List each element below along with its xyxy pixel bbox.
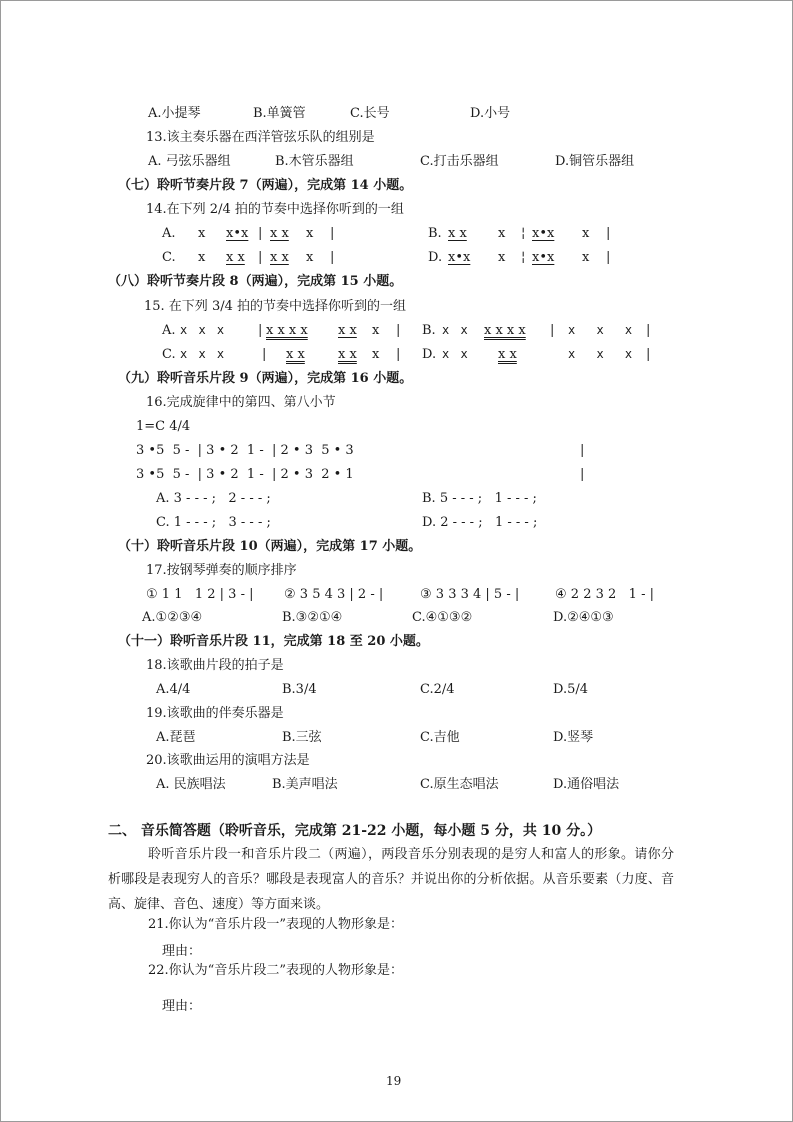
- q17-melody-4: ④ 2 2 3 2 1 - |: [555, 587, 654, 602]
- q20-option-d: D.通俗唱法: [553, 777, 620, 792]
- q15-stem: 15. 在下列 3/4 拍的节奏中选择你听到的一组: [144, 299, 406, 314]
- part10-title: （十）聆听音乐片段 10（两遍），完成第 17 小题。: [118, 539, 422, 554]
- q15-d-tail: x x x: [568, 347, 633, 361]
- q12-option-b: B.单簧管: [253, 106, 306, 121]
- q17-option-c: C.④①③②: [412, 610, 473, 625]
- q15-a-eighths: x x: [338, 323, 357, 338]
- section2-title: 二、 音乐简答题（聆听音乐，完成第 21-22 小题，每小题 5 分，共 10 分。）: [108, 823, 602, 839]
- q15-c-quarter: x: [372, 347, 380, 362]
- q16-stem: 16.完成旋律中的第四、第八小节: [146, 395, 336, 410]
- q14-b-note3: x•x: [532, 226, 555, 241]
- q15-b-label: B.: [422, 323, 436, 338]
- q14-c-note2: x x: [226, 250, 245, 265]
- q15-c-bar2: |: [396, 347, 401, 362]
- q17-melody-1: ① 1 1 1 2 | 3 - |: [146, 587, 254, 602]
- q15-b-beats: x x: [442, 323, 468, 337]
- q16-row2-end-bar: |: [580, 467, 585, 482]
- q12-option-d: D.小号: [470, 106, 511, 121]
- q16-option-d: D. 2 - - - ; 1 - - - ;: [422, 515, 538, 530]
- q15-c-eighths2: x x: [338, 347, 357, 362]
- q19-option-b: B.三弦: [282, 730, 322, 745]
- q20-option-c: C.原生态唱法: [420, 777, 499, 792]
- q15-a-label: A.: [162, 323, 176, 338]
- q15-a-bar1: |: [258, 323, 263, 338]
- q15-c-label: C.: [162, 347, 176, 362]
- q14-c-label: C.: [162, 250, 176, 265]
- q14-c-note4: x: [306, 250, 314, 265]
- q14-c-note3: x x: [270, 250, 289, 265]
- q14-a-note2: x•x: [226, 226, 249, 241]
- part7-title: （七）聆听节奏片段 7（两遍），完成第 14 小题。: [118, 178, 413, 193]
- q15-a-sixteenths: x x x x: [266, 323, 308, 338]
- q14-stem: 14.在下列 2/4 拍的节奏中选择你听到的一组: [146, 202, 404, 217]
- q13-option-a: A. 弓弦乐器组: [148, 154, 231, 169]
- q15-c-eighths1: x x: [286, 347, 305, 362]
- q19-option-a: A.琵琶: [156, 730, 196, 745]
- q16-option-c: C. 1 - - - ; 3 - - - ;: [156, 515, 271, 530]
- q13-option-c: C.打击乐器组: [420, 154, 499, 169]
- q15-d-bar2: |: [646, 347, 651, 362]
- q14-d-label: D.: [428, 250, 443, 265]
- q14-b-label: B.: [428, 226, 442, 241]
- q14-c-bar2: |: [330, 250, 335, 265]
- q14-d-bar1: ¦: [521, 250, 526, 265]
- q14-c-note1: x: [198, 250, 206, 265]
- page-number: 19: [386, 1074, 402, 1088]
- q14-b-bar2: |: [606, 226, 611, 241]
- q13-stem: 13.该主奏乐器在西洋管弦乐队的组别是: [146, 130, 375, 145]
- q18-option-a: A.4/4: [156, 682, 191, 697]
- q18-option-b: B.3/4: [282, 682, 317, 697]
- q15-b-bar2: |: [646, 323, 651, 338]
- q18-option-d: D.5/4: [553, 682, 589, 697]
- q17-melody-2: ② 3 5 4 3 | 2 - |: [284, 587, 384, 602]
- q16-row1-end-bar: |: [580, 443, 585, 458]
- q20-stem: 20.该歌曲运用的演唱方法是: [146, 753, 310, 768]
- q14-b-note1: x x: [448, 226, 467, 241]
- section2-intro: 聆听音乐片段一和音乐片段二（两遍），两段音乐分别表现的是穷人和富人的形象。请你分析哪段是表现穷人的音乐？哪段是表现富人的音乐？并说出你的分析依据。从音乐要素（力度、音高、旋律、音色、速度）等方面来谈。: [108, 847, 674, 912]
- q14-a-note1: x: [198, 226, 206, 241]
- q14-a-note4: x: [306, 226, 314, 241]
- q15-b-sixteenths: x x x x: [484, 323, 526, 338]
- part9-title: （九）聆听音乐片段 9（两遍），完成第 16 小题。: [118, 371, 413, 386]
- q16-key-signature: 1=C 4/4: [136, 419, 191, 434]
- q21-stem: 21.你认为“音乐片段一”表现的人物形象是：: [148, 917, 403, 932]
- q17-option-d: D.②④①③: [553, 610, 614, 625]
- q22-stem: 22.你认为“音乐片段二”表现的人物形象是：: [148, 963, 403, 978]
- q15-d-beats: x x: [442, 347, 468, 361]
- q12-option-a: A.小提琴: [148, 106, 201, 121]
- q17-melody-3: ③ 3 3 3 4 | 5 - |: [420, 587, 520, 602]
- q14-b-bar1: ¦: [521, 226, 526, 241]
- q15-d-label: D.: [422, 347, 437, 362]
- q17-stem: 17.按钢琴弹奏的顺序排序: [146, 563, 297, 578]
- q15-d-eighths: x x: [498, 347, 517, 362]
- q19-stem: 19.该歌曲的伴奏乐器是: [146, 706, 284, 721]
- q19-option-d: D.竖琴: [553, 730, 594, 745]
- q21-reason-label: 理由：: [162, 944, 202, 959]
- q14-d-note2: x: [498, 250, 506, 265]
- q13-option-d: D.铜管乐器组: [555, 154, 635, 169]
- q14-c-bar1: |: [258, 250, 263, 265]
- q16-melody-row1: 3 •5 5 - | 3 • 2 1 - | 2 • 3 5 • 3: [136, 443, 354, 458]
- q20-option-b: B.美声唱法: [272, 777, 338, 792]
- q14-a-bar2: |: [330, 226, 335, 241]
- q14-b-note4: x: [582, 226, 590, 241]
- q15-c-bar1: |: [262, 347, 267, 362]
- part8-title: （八）聆听节奏片段 8（两遍），完成第 15 小题。: [108, 274, 403, 289]
- q18-option-c: C.2/4: [420, 682, 455, 697]
- q16-option-b: B. 5 - - - ; 1 - - - ;: [422, 491, 537, 506]
- q14-d-note3: x•x: [532, 250, 555, 265]
- q15-b-bar1: |: [550, 323, 555, 338]
- q15-c-beats: x x x: [180, 347, 225, 361]
- q18-stem: 18.该歌曲片段的拍子是: [146, 658, 284, 673]
- q17-option-a: A.①②③④: [142, 610, 203, 625]
- q20-option-a: A. 民族唱法: [156, 777, 226, 792]
- part11-title: （十一）聆听音乐片段 11，完成第 18 至 20 小题。: [118, 634, 429, 649]
- q15-a-bar2: |: [396, 323, 401, 338]
- q14-a-note3: x x: [270, 226, 289, 241]
- q14-d-bar2: |: [606, 250, 611, 265]
- q16-melody-row2: 3 •5 5 - | 3 • 2 1 - | 2 • 3 2 • 1: [136, 467, 354, 482]
- q14-a-bar1: |: [258, 226, 263, 241]
- q13-option-b: B.木管乐器组: [275, 154, 354, 169]
- q19-option-c: C.吉他: [420, 730, 460, 745]
- q22-reason-label: 理由：: [162, 999, 202, 1014]
- q14-d-note1: x•x: [448, 250, 471, 265]
- q14-b-note2: x: [498, 226, 506, 241]
- q14-a-label: A.: [162, 226, 176, 241]
- q14-d-note4: x: [582, 250, 590, 265]
- q17-option-b: B.③②①④: [282, 610, 343, 625]
- q16-option-a: A. 3 - - - ; 2 - - - ;: [156, 491, 271, 506]
- q15-a-quarter: x: [372, 323, 380, 338]
- q15-b-tail: x x x: [568, 323, 633, 337]
- q15-a-beats: x x x: [180, 323, 225, 337]
- q12-option-c: C.长号: [350, 106, 390, 121]
